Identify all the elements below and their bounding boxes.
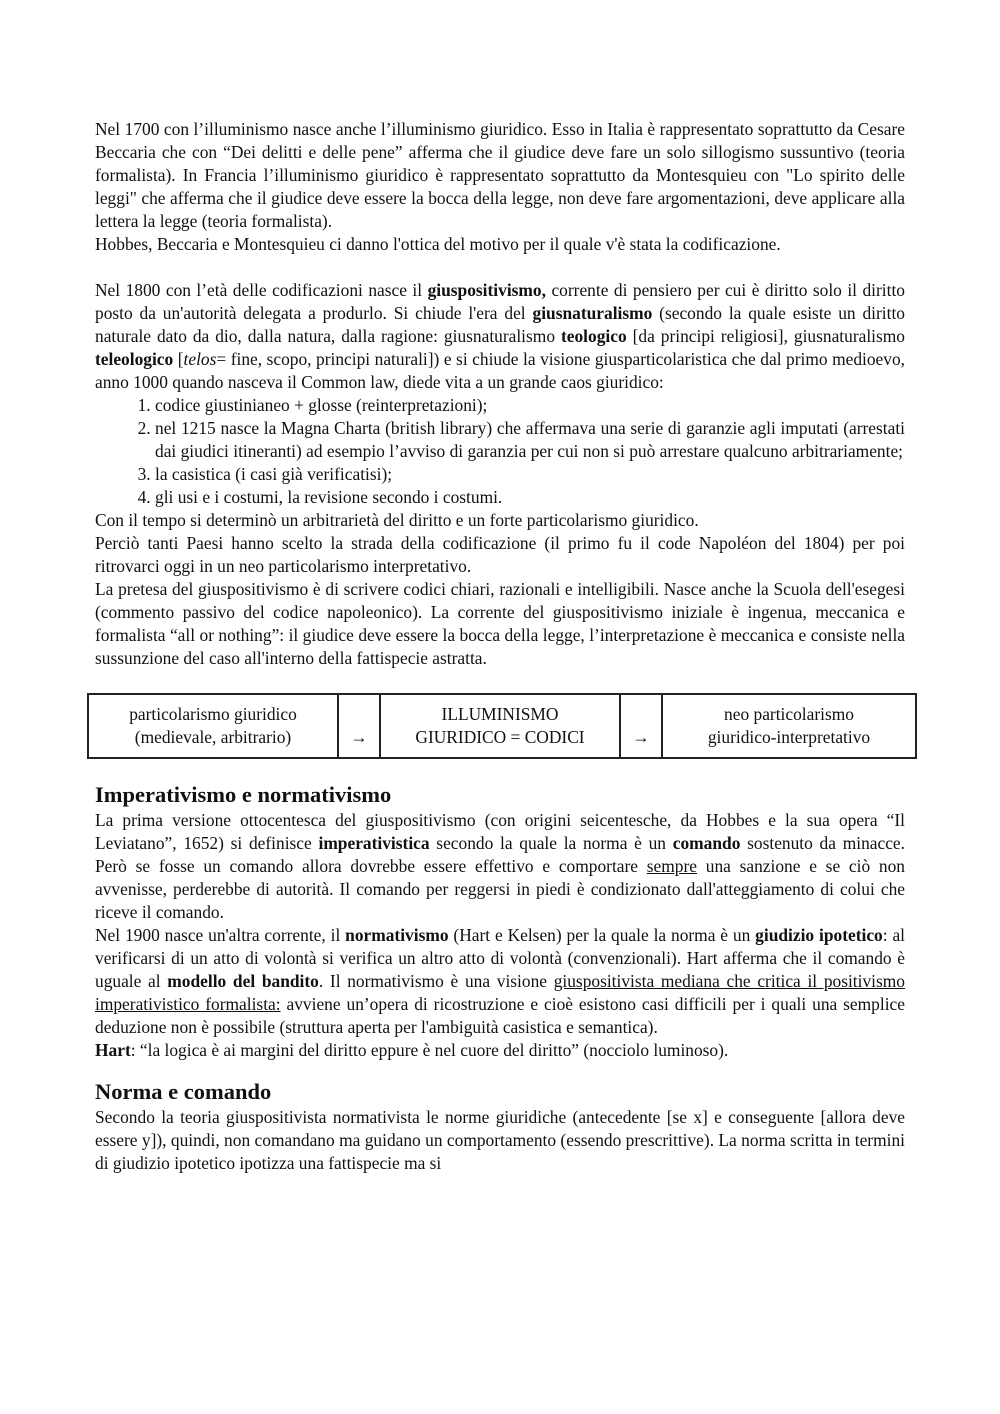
list-item: 1. codice giustinianeo + glosse (reinterpretazioni);: [155, 394, 905, 417]
term-sempre: sempre: [646, 856, 697, 876]
paragraph-arbitrarieta: Con il tempo si determinò un arbitrarietà del diritto e un forte particolarismo giuridico.: [95, 510, 699, 530]
list-item: 2. nel 1215 nasce la Magna Charta (british library) che affermava una serie di garanzie agli imputati (arrestati dai giudici itineranti) ad esempio l’avviso di garanzia per cui non si può arrestare qualcuno arbitrariamente;: [155, 417, 905, 463]
list-item: 4. gli usi e i costumi, la revisione secondo i costumi.: [155, 486, 905, 509]
document-page: [95, 118, 905, 1175]
paragraph-illuminismo: Nel 1700 con l’illuminismo nasce anche l’illuminismo giuridico. Esso in Italia è rappresentato soprattutto da Cesare Beccaria che con “Dei delitti e delle pene” afferma che il giudice deve fare un solo sillogismo sussuntivo (teoria formalista). In Francia l’illuminismo giuridico è rappresentato soprattutto da Montesquieu con "Lo spirito delle leggi" che afferma che il giudice deve essere la bocca della legge, non deve fare argomentazioni, deve applicare alla lettera la legge (teoria formalista).: [95, 119, 905, 231]
term-teleologico: teleologico: [95, 349, 174, 369]
flow-diagram-table: [87, 693, 917, 759]
flow-box-illuminismo: ILLUMINISMO GIURIDICO = CODICI: [380, 694, 620, 758]
term-giudizio-ipotetico: giudizio ipotetico: [755, 925, 883, 945]
term-giuspositivismo: giuspositivismo,: [427, 280, 546, 300]
paragraph-gap: [95, 256, 905, 279]
term-normativismo: normativismo: [345, 925, 449, 945]
arrow-icon: →: [338, 694, 380, 758]
paragraph-codificazione: Perciò tanti Paesi hanno scelto la strada della codificazione (il primo fu il code Napoléon del 1804) per poi ritrovarci oggi in un neo particolarismo interpretativo.: [95, 533, 905, 576]
paragraph-pretesa: La pretesa del giuspositivismo è di scrivere codici chiari, razionali e intelligibili. Nasce anche la Scuola dell'esegesi (commento passivo del codice napoleonico). La corrente del giuspositivismo iniziale è ingenua, meccanica e formalista “all or nothing”: il giudice deve essere la bocca della legge, l’interpretazione è meccanica e consiste nella sussunzione del caso all'interno della fattispecie astratta.: [95, 579, 905, 668]
numbered-list: [95, 394, 905, 509]
arrow-icon: →: [620, 694, 662, 758]
heading-imperativismo: Imperativismo e normativismo: [95, 782, 392, 807]
term-telos: telos: [183, 349, 217, 369]
underlined-phrase: giuspositivista mediana che critica il positivismo imperativistico formalista:: [95, 971, 905, 1014]
term-modello-bandito: modello del bandito: [167, 971, 319, 991]
paragraph-normativismo: Nel 1900 nasce un'altra corrente, il normativismo (Hart e Kelsen) per la quale la norma è un giudizio ipotetico: al verificarsi di un atto di volontà si verifica un altro atto di volontà (convenzionali). Hart afferma che il comando è uguale al modello del bandito. Il normativismo è una visione giuspositivista mediana che critica il positivismo imperativistico formalista: avviene un’opera di ricostruzione e cioè esistono casi difficili per i quali una semplice deduzione non è possibile (struttura aperta per l'ambiguità casistica e semantica).: [95, 925, 906, 1037]
flow-box-particolarismo: particolarismo giuridico (medievale, arbitrario): [88, 694, 338, 758]
paragraph-codificazione-motivo: Hobbes, Beccaria e Montesquieu ci danno l'ottica del motivo per il quale v'è stata la codificazione.: [95, 234, 781, 254]
paragraph-giuspositivismo: Nel 1800 con l’età delle codificazioni nasce il giuspositivismo, corrente di pensiero per cui è diritto solo il diritto posto da un'autorità delegata a produrlo. Si chiude l'era del giusnaturalismo (secondo la quale esiste un diritto naturale dato da dio, dalla natura, dalla ragione: giusnaturalismo teologico [da principi religiosi], giusnaturalismo teleologico [telos= fine, scopo, principi naturali]) e si chiude la visione giusparticolaristica che dal primo medioevo, anno 1000 quando nasceva il Common law, diede vita a un grande caos giuridico:: [95, 280, 906, 392]
paragraph-imperativistica: La prima versione ottocentesca del giuspositivismo (con origini seicentesche, da Hobbes e la sua opera “Il Leviatano”, 1652) si definisce imperativistica secondo la quale la norma è un comando sostenuto da minacce. Però se fosse un comando allora dovrebbe essere effettivo e comportare sempre una sanzione e se ciò non avvenisse, perderebbe di autorità. Il comando per reggersi in piedi è condizionato dall'atteggiamento di colui che riceve il comando.: [95, 810, 905, 922]
term-comando: comando: [672, 833, 741, 853]
list-item: 3. la casistica (i casi già verificatisi);: [155, 463, 905, 486]
term-hart: Hart: [95, 1040, 131, 1060]
term-teologico: teologico: [560, 326, 627, 346]
term-giusnaturalismo: giusnaturalismo: [532, 303, 653, 323]
flow-box-neo-particolarismo: neo particolarismo giuridico-interpretativo: [662, 694, 916, 758]
heading-norma-comando: Norma e comando: [95, 1079, 272, 1104]
paragraph-hart: Hart: “la logica è ai margini del diritto eppure è nel cuore del diritto” (nocciolo luminoso).: [95, 1040, 729, 1060]
term-imperativistica: imperativistica: [318, 833, 430, 853]
paragraph-norma: Secondo la teoria giuspositivista normativista le norme giuridiche (antecedente [se x] e conseguente [allora deve essere y]), quindi, non comandano ma guidano un comportamento (essendo prescrittive). La norma scritta in termini di giudizio ipotetico ipotizza una fattispecie ma si: [95, 1107, 905, 1173]
